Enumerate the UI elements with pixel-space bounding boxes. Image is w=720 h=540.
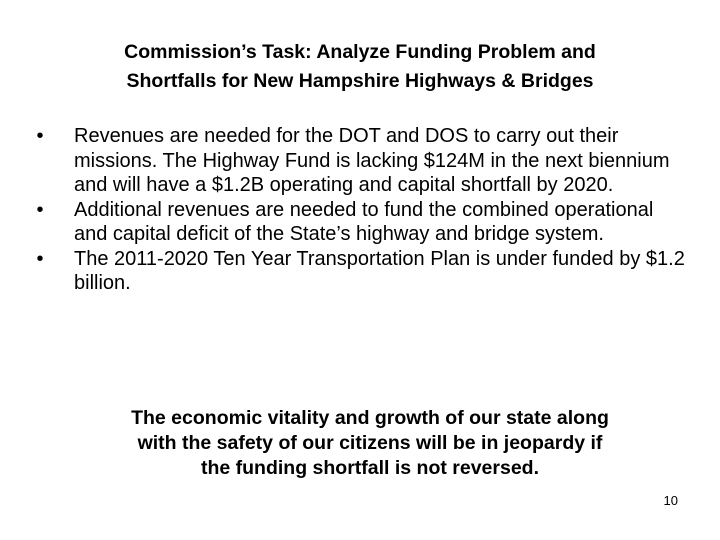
- slide-title-line: Shortfalls for New Hampshire Highways & Bridges: [126, 70, 594, 92]
- bullet-marker: •: [36, 125, 44, 147]
- bullet-item: [30, 124, 690, 198]
- bullet-list: [30, 124, 690, 296]
- closing-line: with the safety of our citizens will be in jeopardy if: [137, 432, 603, 454]
- bullet-marker: •: [36, 247, 44, 270]
- closing-statement: [60, 406, 680, 481]
- bullet-marker: •: [36, 198, 44, 221]
- bullet-text: Revenues are needed for the DOT and DOS to carry out their missions. The Highway Fund is lacking $124M in the next biennium and will have a $1.2B operating and capital shortfall by 2020.: [74, 125, 670, 196]
- slide-title-line: Commission’s Task: Analyze Funding Problem and: [124, 41, 596, 63]
- bullet-text: Additional revenues are needed to fund the combined operational and capital deficit of the State’s highway and bridge system.: [74, 198, 654, 245]
- bullet-text: The 2011-2020 Ten Year Transportation Plan is under funded by $1.2 billion.: [74, 247, 685, 294]
- closing-line: the funding shortfall is not reversed.: [200, 457, 540, 479]
- bullet-item: [30, 247, 690, 296]
- closing-line: The economic vitality and growth of our state along: [131, 407, 609, 429]
- page-number: 10: [663, 493, 678, 508]
- slide-title: [40, 38, 680, 96]
- bullet-item: [30, 198, 690, 247]
